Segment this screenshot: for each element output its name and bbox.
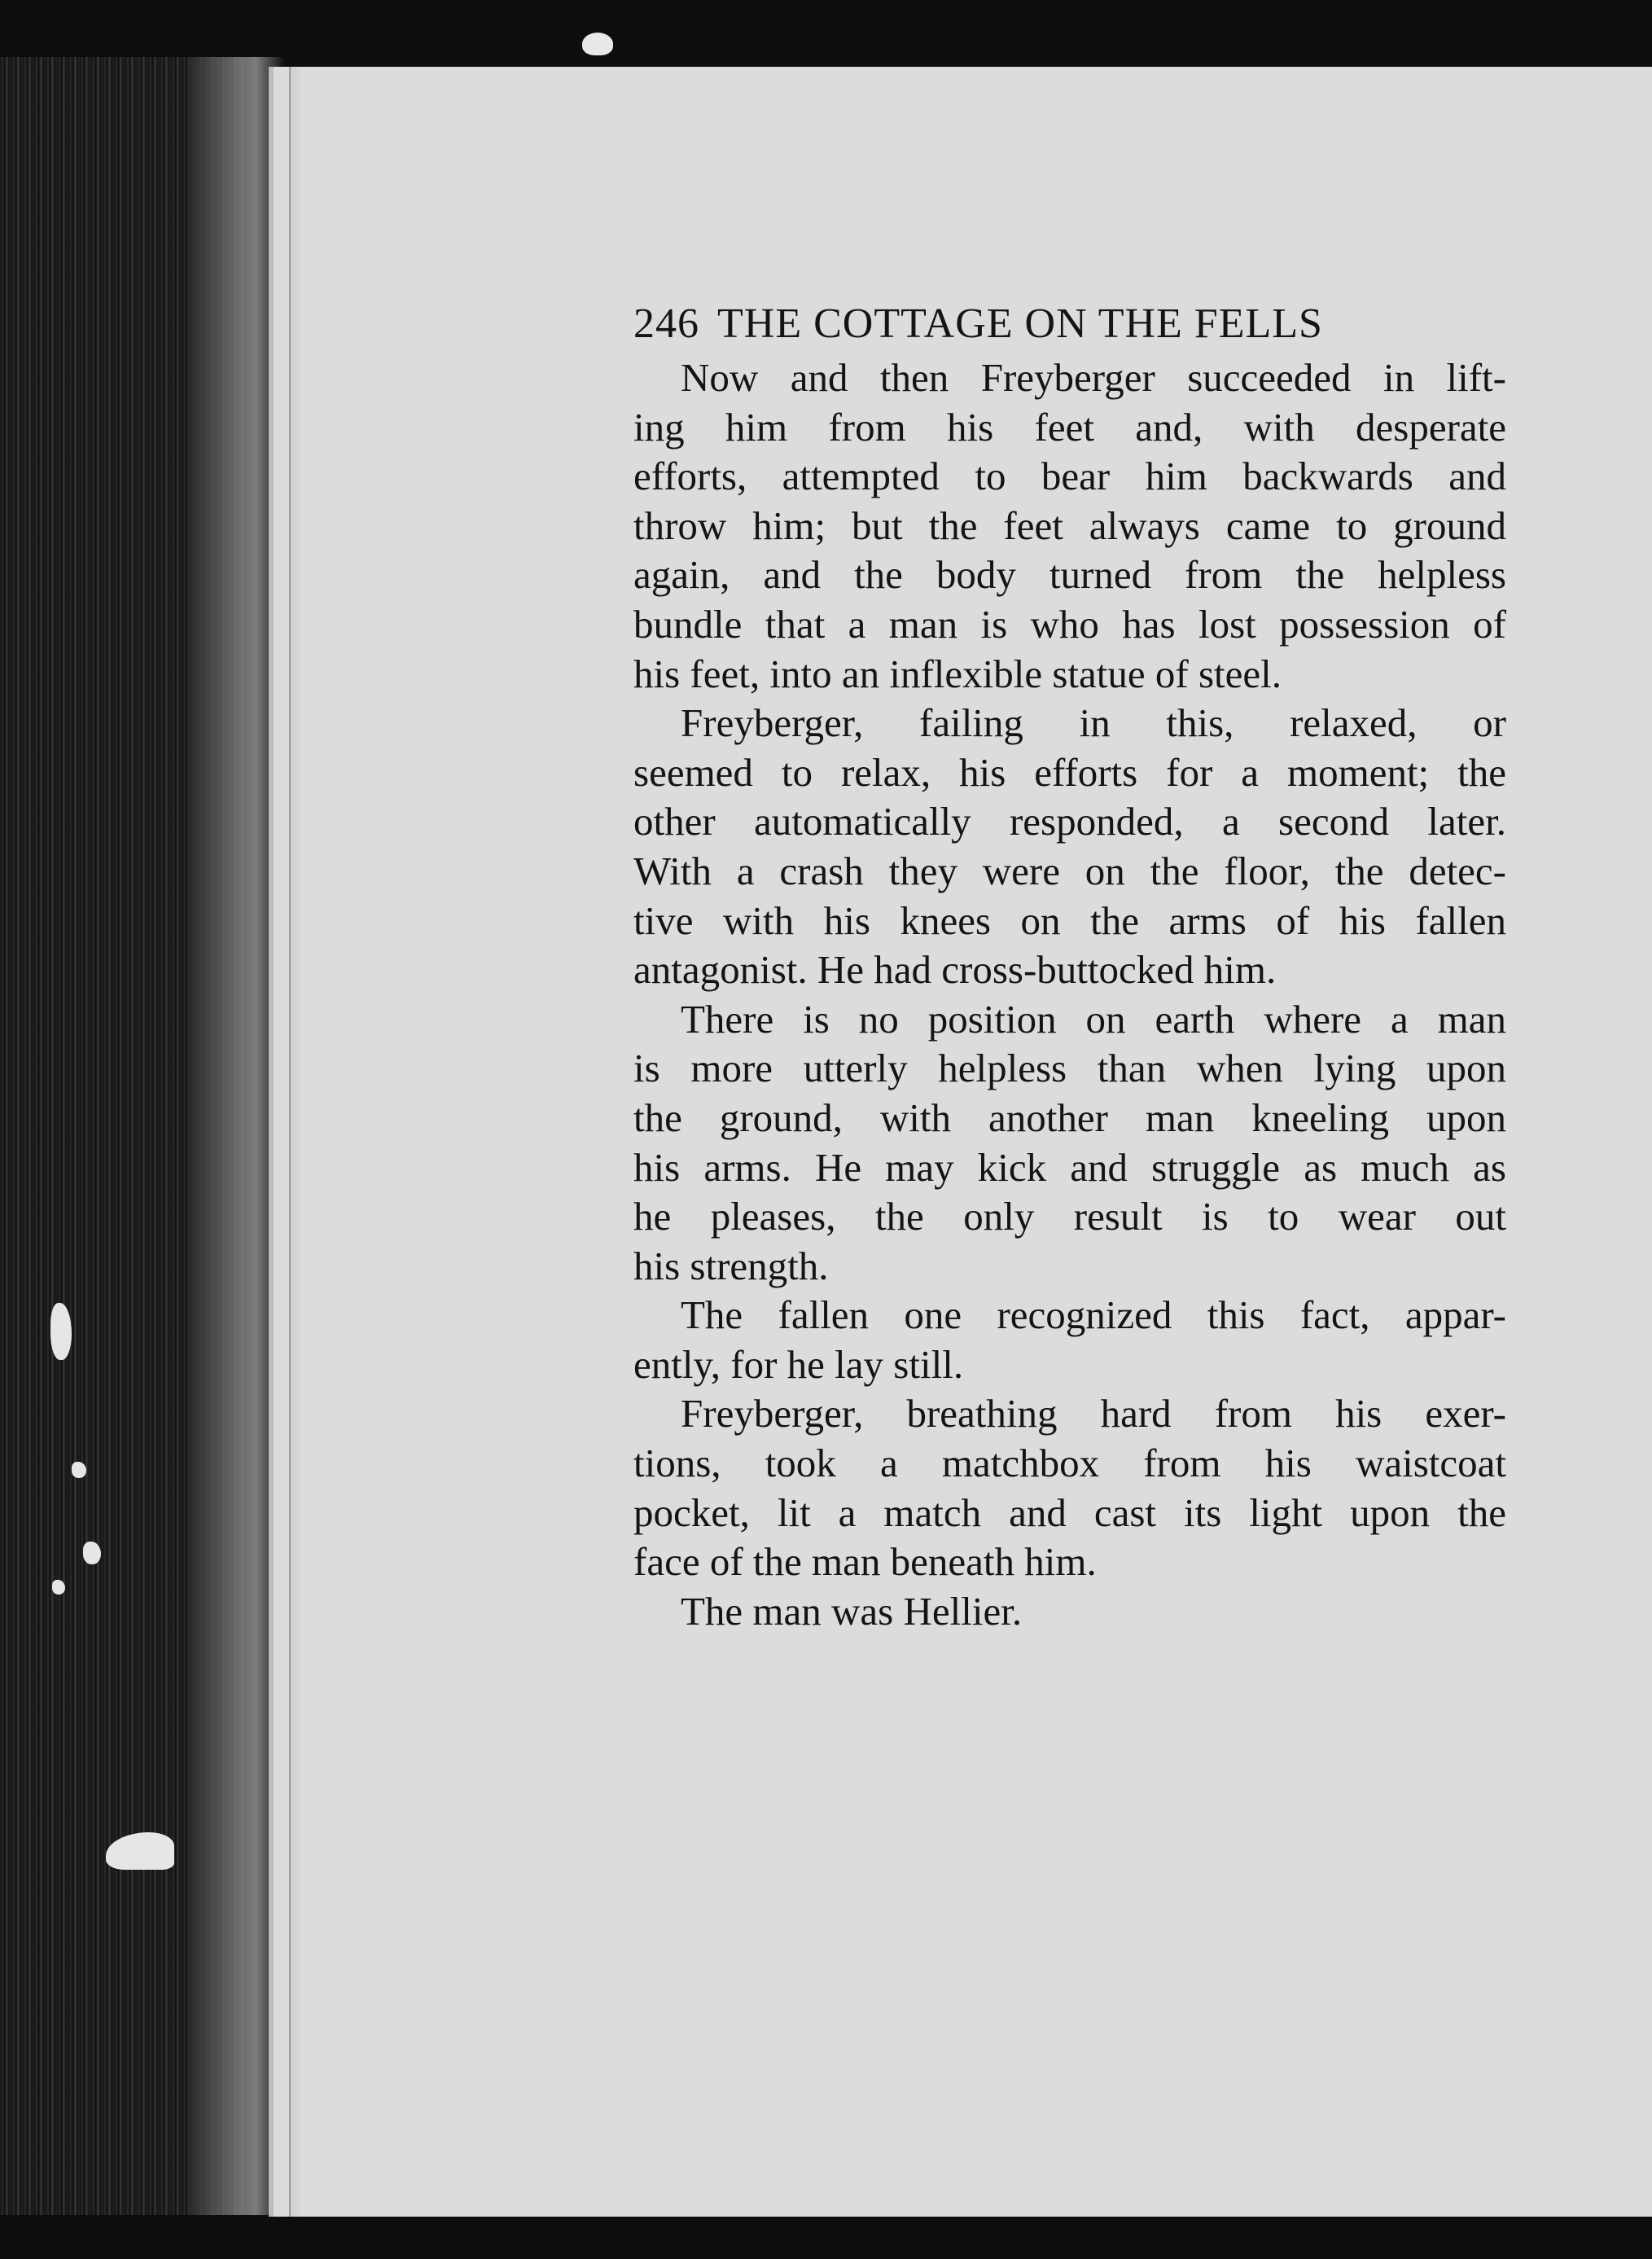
text-line: Freyberger, failing in this, relaxed, or — [681, 700, 1506, 746]
text-line: tive with his knees on the arms of his fallen — [633, 897, 1506, 943]
text-line: The man was Hellier. — [681, 1588, 1023, 1634]
text-line: is more utterly helpless than when lying upon — [633, 1046, 1506, 1091]
text-line: throw him; but the feet always came to ground — [633, 502, 1506, 548]
text-line: other automatically responded, a second later. — [633, 799, 1506, 844]
text-line: ently, for he lay still. — [633, 1341, 964, 1387]
paragraph — [633, 1389, 1506, 1586]
text-line: There is no position on earth where a man — [681, 996, 1506, 1042]
text-line: Now and then Freyberger succeeded in lift- — [681, 355, 1506, 400]
text-line: face of the man beneath him. — [633, 1539, 1097, 1585]
book-title: THE COTTAGE ON THE FELLS — [717, 300, 1323, 347]
text-line: antagonist. He had cross-buttocked him. — [633, 947, 1277, 993]
text-line: his arms. He may kick and struggle as much as — [633, 1144, 1506, 1190]
scan-artifact — [582, 33, 613, 55]
spine-blemish — [52, 1580, 65, 1594]
text-line: efforts, attempted to bear him backwards and — [633, 454, 1506, 499]
text-line: the ground, with another man kneeling upon — [633, 1094, 1506, 1140]
paragraph — [633, 1587, 1506, 1637]
text-line: Freyberger, breathing hard from his exer- — [681, 1391, 1506, 1437]
spine-blemish — [83, 1542, 101, 1564]
text-line: The fallen one recognized this fact, appar- — [681, 1292, 1506, 1338]
paragraph — [633, 353, 1506, 699]
paragraph — [633, 699, 1506, 995]
text-line: his feet, into an inflexible statue of steel. — [633, 651, 1282, 696]
page-text — [633, 295, 1506, 1636]
spine-blemish — [72, 1462, 86, 1478]
text-line: tions, took a matchbox from his waistcoat — [633, 1441, 1506, 1486]
paragraph — [633, 995, 1506, 1292]
text-line: With a crash they were on the floor, the detec- — [633, 848, 1506, 893]
running-head — [633, 295, 1506, 353]
page-gutter-edge — [289, 67, 302, 2217]
text-line: he pleases, the only result is to wear out — [633, 1194, 1506, 1239]
text-line: bundle that a man is who has lost possession of — [633, 601, 1506, 647]
text-line: pocket, lit a match and cast its light upon the — [633, 1489, 1506, 1535]
paragraph — [633, 1291, 1506, 1389]
page-number: 246 — [633, 300, 699, 347]
text-line: seemed to relax, his efforts for a moment; the — [633, 749, 1506, 795]
text-line: again, and the body turned from the helpless — [633, 552, 1506, 598]
text-line: ing him from his feet and, with desperate — [633, 404, 1506, 450]
text-line: his strength. — [633, 1243, 829, 1288]
